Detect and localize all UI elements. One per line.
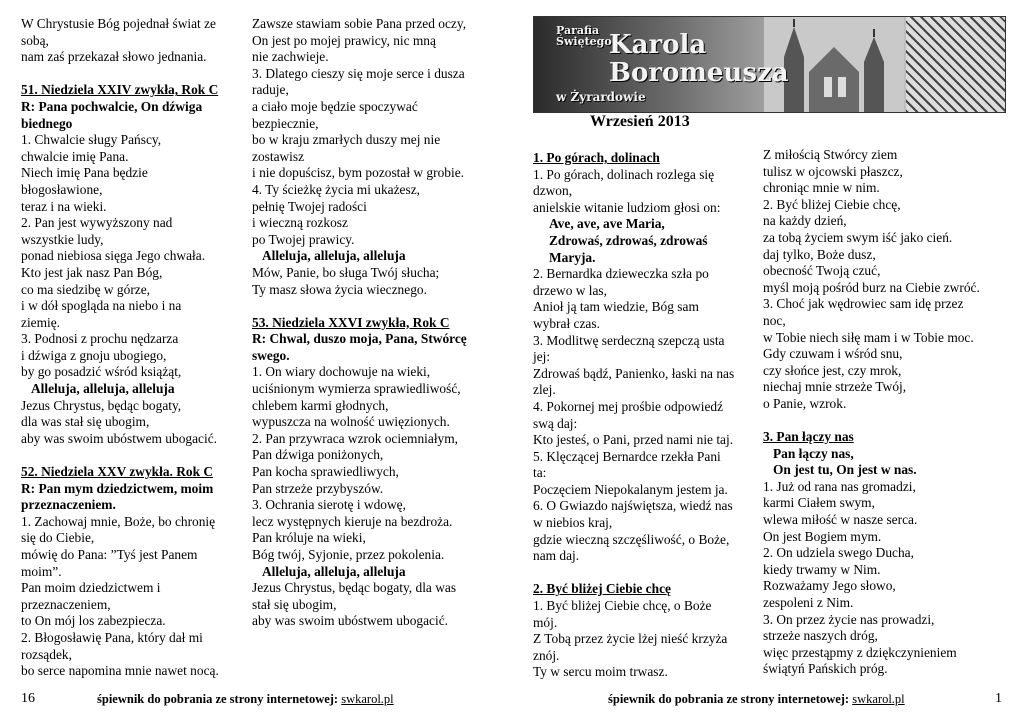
song-heading: 51. Niedziela XXIV zwykła, Rok C bbox=[21, 82, 219, 98]
text-line: stał się ubogim, bbox=[252, 596, 337, 612]
text-line: lecz występnych kieruje na bezdroża. bbox=[252, 513, 453, 529]
banner-town: w Żyrardowie bbox=[556, 90, 646, 104]
text-line: gdzie wieczną szczęśliwość, o Boże, bbox=[533, 531, 730, 547]
text-line: uciśnionym wymierza sprawiedliwość, bbox=[252, 381, 461, 397]
text-line: jej: bbox=[533, 349, 551, 365]
text-line: 2. Być bliżej Ciebie chcę, bbox=[763, 196, 901, 212]
text-line: rozsądek, bbox=[21, 646, 72, 662]
text-line: Z miłością Stwórcy ziem bbox=[763, 147, 898, 162]
text-line: ziemię. bbox=[21, 314, 61, 330]
text-line: 3. Choć jak wędrowiec sam idę przez bbox=[763, 296, 964, 312]
text-line: co ma siedzibę w górze, bbox=[21, 281, 151, 297]
blank-line bbox=[21, 447, 239, 464]
text-line: chlebem karmi głodnych, bbox=[252, 397, 389, 413]
text-line: zespoleni z Nim. bbox=[763, 595, 854, 611]
right-column-1 bbox=[533, 150, 755, 681]
text-line: Pan dźwiga poniżonych, bbox=[252, 447, 384, 463]
text-line: chwalcie imię Pana. bbox=[21, 148, 129, 164]
text-line: nam zaś przekazał słowo jednania. bbox=[21, 49, 207, 65]
text-line: dla was stał się ubogim, bbox=[21, 414, 150, 430]
text-line: Gdy czuwam i wśród snu, bbox=[763, 346, 903, 362]
text-line: więc przestąpmy z dziękczynieniem bbox=[763, 644, 957, 660]
text-line: Bóg twój, Syjonie, przez pokolenia. bbox=[252, 547, 445, 562]
acclamation-line: Pan łączy nas, bbox=[773, 445, 854, 461]
text-line: a ciało moje będzie spoczywać bbox=[252, 98, 418, 114]
text-line: mój. bbox=[533, 614, 558, 630]
acclamation-line: Alleluja, alleluja, alleluja bbox=[262, 563, 406, 579]
text-line: obecność Twoją czuć, bbox=[763, 263, 881, 279]
text-line: 2. Pan jest wywyższony nad bbox=[21, 215, 173, 231]
banner-parish-name: Karola Boromeusza bbox=[609, 30, 789, 88]
text-line: 3. Dlatego cieszy się moje serce i dusza bbox=[252, 65, 465, 81]
text-line: Zawsze stawiam sobie Pana przed oczy, bbox=[252, 16, 467, 31]
text-line: 1. Już od rana nas gromadzi, bbox=[763, 478, 916, 494]
refrain-line: R: Pan mym dziedzictwem, moim bbox=[21, 480, 214, 496]
text-line: 2. Bernardka dzieweczka szła po bbox=[533, 266, 709, 282]
text-line: dzwon, bbox=[533, 183, 573, 199]
text-line: Zdrowaś bądź, Panienko, łaski na nas bbox=[533, 365, 735, 381]
text-line: raduje, bbox=[252, 82, 289, 98]
text-line: i wieczną rozkosz bbox=[252, 215, 348, 231]
text-line: aby was swoim ubóstwem ubogacić. bbox=[252, 613, 448, 629]
text-line: myśl moją pośród burz na Ciebie zwróć. bbox=[763, 279, 980, 295]
text-line: ta: bbox=[533, 465, 547, 481]
text-line: 2. Pan przywraca wzrok ociemniałym, bbox=[252, 430, 458, 446]
refrain-line: przeznaczeniem. bbox=[21, 497, 116, 513]
footer-link[interactable]: swkarol.pl bbox=[341, 692, 394, 706]
text-line: zlej. bbox=[533, 382, 556, 398]
text-line: Kto jest jak nasz Pan Bóg, bbox=[21, 264, 163, 280]
acclamation-line: Zdrowaś, zdrowaś, zdrowaś bbox=[549, 232, 708, 248]
left-column-2 bbox=[252, 16, 490, 630]
text-line: po Twojej prawicy. bbox=[252, 231, 355, 247]
month-title: Wrzesień 2013 bbox=[590, 113, 690, 130]
text-line: Jezus Chrystus, będąc bogaty, bbox=[21, 397, 182, 413]
text-line: 3. Podnosi z prochu nędzarza bbox=[21, 331, 179, 347]
text-line: On jest Bogiem mym. bbox=[763, 528, 882, 544]
refrain-line: R: Pana pochwalcie, On dźwiga bbox=[21, 98, 203, 114]
text-line: noc, bbox=[763, 312, 786, 328]
text-line: na każdy dzień, bbox=[763, 213, 847, 229]
text-line: 1. Zachowaj mnie, Boże, bo chronię bbox=[21, 513, 216, 529]
song-heading: 53. Niedziela XXVI zwykła, Rok C bbox=[252, 314, 450, 330]
text-line: Poczęciem Niepokalanym jestem ja. bbox=[533, 481, 728, 497]
text-line: 3. Ochrania sierotę i wdowę, bbox=[252, 497, 406, 513]
acclamation-line: Maryja. bbox=[549, 249, 596, 265]
text-line: On jest po mojej prawicy, nic mną bbox=[252, 32, 436, 48]
text-line: daj tylko, Boże dusz, bbox=[763, 246, 876, 262]
banner-parish-label: Parafia Świętego bbox=[556, 24, 612, 48]
text-line: to On mój los zabezpiecza. bbox=[21, 613, 166, 629]
text-line: wszystkie ludy, bbox=[21, 231, 104, 247]
text-line: Kto jesteś, o Pani, przed nami nie taj. bbox=[533, 432, 734, 448]
text-line: 3. On przez życie nas prowadzi, bbox=[763, 611, 935, 627]
acclamation-line: On jest tu, On jest w nas. bbox=[773, 462, 917, 478]
page-number-left: 16 bbox=[21, 691, 35, 706]
text-line: Ty w sercu moim trwasz. bbox=[533, 664, 668, 680]
text-line: Pan kocha sprawiedliwych, bbox=[252, 464, 399, 480]
page-number-right: 1 bbox=[995, 691, 1002, 706]
refrain-line: biednego bbox=[21, 115, 73, 131]
text-line: wlewa miłość w nasze serca. bbox=[763, 512, 918, 528]
text-line: znój. bbox=[533, 647, 560, 663]
text-line: Ty masz słowa życia wiecznego. bbox=[252, 281, 427, 297]
text-line: 2. On udziela swego Ducha, bbox=[763, 545, 914, 561]
text-line: swą daj: bbox=[533, 415, 578, 431]
text-line: Pan moim dziedzictwem i bbox=[21, 580, 161, 596]
text-line: Pan króluje na wieki, bbox=[252, 530, 366, 546]
acclamation-line: Alleluja, alleluja, alleluja bbox=[262, 248, 406, 264]
text-line: Mów, Panie, bo sługa Twój słucha; bbox=[252, 264, 440, 280]
text-line: pełnię Twojej radości bbox=[252, 198, 367, 214]
text-line: za tobą życiem swym iść jako cień. bbox=[763, 229, 953, 245]
text-line: Anioł ją tam wiedzie, Bóg sam bbox=[533, 299, 699, 315]
text-line: czy słońce jest, czy mrok, bbox=[763, 362, 902, 378]
blank-line bbox=[252, 298, 490, 315]
text-line: 1. Chwalcie sługy Pańscy, bbox=[21, 132, 162, 148]
footer-right bbox=[608, 691, 905, 708]
text-line: aby was swoim ubóstwem ubogacić. bbox=[21, 430, 217, 446]
text-line: 1. On wiary dochowuje na wieki, bbox=[252, 364, 431, 380]
text-line: Rozważamy Jego słowo, bbox=[763, 578, 896, 594]
text-line: przeznaczeniem, bbox=[21, 596, 111, 612]
text-line: bo serce napomina mnie nawet nocą. bbox=[21, 663, 219, 679]
text-line: by go posadzić wśród książąt, bbox=[21, 364, 182, 380]
text-line: Pan strzeże przybyszów. bbox=[252, 480, 384, 496]
text-line: mówię do Pana: ”Tyś jest Panem bbox=[21, 547, 198, 562]
blank-line bbox=[21, 66, 239, 83]
text-line: strzeże naszych dróg, bbox=[763, 628, 878, 644]
left-column-1 bbox=[21, 16, 239, 680]
text-line: 4. Ty ścieżkę życia mi ukażesz, bbox=[252, 181, 420, 197]
text-line: karmi Ciałem swym, bbox=[763, 495, 875, 511]
text-line: wypuszcza na wolność uwięzionych. bbox=[252, 414, 450, 430]
text-line: 1. Być bliżej Ciebie chcę, o Boże bbox=[533, 598, 712, 614]
text-line: i w dół spogląda na niebo i na bbox=[21, 298, 182, 314]
text-line: Z Tobą przez życie lżej nieść krzyża bbox=[533, 631, 728, 647]
acclamation-line: Alleluja, alleluja, alleluja bbox=[31, 381, 175, 397]
blank-line bbox=[763, 413, 1008, 430]
text-line: sobą, bbox=[21, 32, 49, 48]
text-line: anielskie witanie ludziom głosi on: bbox=[533, 199, 721, 215]
text-line: o Panie, wzrok. bbox=[763, 395, 847, 411]
text-line: błogosławione, bbox=[21, 181, 103, 197]
song-heading: 2. Być bliżej Ciebie chcę bbox=[533, 581, 671, 597]
right-column-2 bbox=[763, 147, 1008, 678]
text-line: zostawisz bbox=[252, 148, 305, 164]
text-line: Jezus Chrystus, będąc bogaty, dla was bbox=[252, 580, 457, 596]
text-line: ponad niebiosa sięga Jego chwała. bbox=[21, 248, 206, 264]
text-line: nie zachwieje. bbox=[252, 49, 329, 65]
text-line: 1. Po górach, dolinach rozlega się bbox=[533, 166, 715, 182]
text-line: i dźwiga z gnoju ubogiego, bbox=[21, 347, 167, 363]
text-line: niechaj mnie strzeże Twój, bbox=[763, 379, 907, 395]
refrain-line: swego. bbox=[252, 347, 290, 363]
text-line: 5. Klęczącej Bernardce rzekła Pani bbox=[533, 448, 721, 464]
blank-line bbox=[533, 565, 755, 582]
text-line: drzewo w las, bbox=[533, 282, 607, 298]
song-heading: 3. Pan łączy nas bbox=[763, 429, 854, 445]
text-line: 6. O Gwiazdo najświętsza, wiedź nas bbox=[533, 498, 733, 514]
text-line: bezpiecznie, bbox=[252, 115, 319, 131]
text-line: świątyń Pańskich próg. bbox=[763, 661, 888, 677]
acclamation-line: Ave, ave, ave Maria, bbox=[549, 216, 665, 232]
parish-banner bbox=[533, 16, 1006, 113]
text-line: moim”. bbox=[21, 563, 62, 579]
text-line: tulisz w ojcowski płaszcz, bbox=[763, 163, 903, 179]
text-line: się do Ciebie, bbox=[21, 530, 95, 546]
text-line: W Chrystusie Bóg pojednał świat ze bbox=[21, 16, 217, 31]
text-line: Niech imię Pana będzie bbox=[21, 165, 148, 181]
refrain-line: R: Chwal, duszo moja, Pana, Stwórcę bbox=[252, 331, 467, 347]
text-line: 3. Modlitwę serdeczną szepczą usta bbox=[533, 332, 725, 348]
text-line: nam daj. bbox=[533, 548, 580, 564]
footer-text: śpiewnik do pobrania ze strony internetowej: bbox=[608, 692, 853, 706]
song-heading: 1. Po górach, dolinach bbox=[533, 150, 660, 165]
text-line: chroniąc mnie w nim. bbox=[763, 180, 880, 196]
text-line: 2. Błogosławię Pana, który dał mi bbox=[21, 629, 203, 645]
song-heading: 52. Niedziela XXV zwykła. Rok C bbox=[21, 464, 214, 480]
footer-left bbox=[97, 691, 394, 708]
text-line: w niebios kraj, bbox=[533, 515, 613, 531]
footer-text: śpiewnik do pobrania ze strony internetowej: bbox=[97, 692, 342, 706]
text-line: w Tobie niech siłę mam i w Tobie moc. bbox=[763, 329, 974, 345]
text-line: i nie dopuścisz, bym pozostał w grobie. bbox=[252, 165, 464, 181]
text-line: kiedy trwamy w Nim. bbox=[763, 561, 881, 577]
footer-link[interactable]: swkarol.pl bbox=[852, 692, 905, 706]
text-line: bo w kraju zmarłych duszy mej nie bbox=[252, 132, 441, 148]
text-line: wybrał czas. bbox=[533, 315, 600, 331]
text-line: 4. Pokornej mej prośbie odpowiedź bbox=[533, 398, 724, 414]
banner-ornament bbox=[906, 17, 1005, 112]
text-line: teraz i na wieki. bbox=[21, 198, 107, 214]
